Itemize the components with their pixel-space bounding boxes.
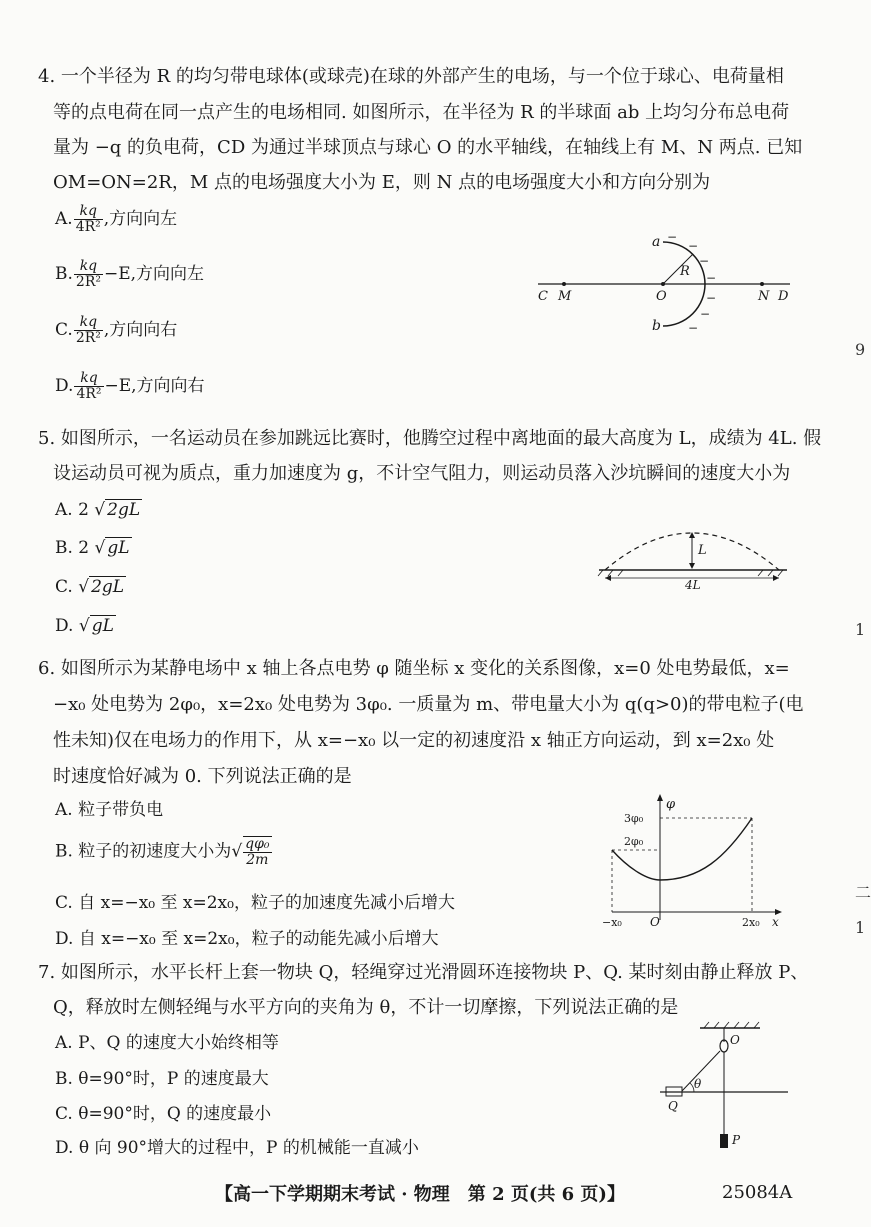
label-d: D	[778, 289, 789, 304]
ceiling-hatch	[704, 1022, 759, 1028]
q5-figure-trajectory	[595, 518, 795, 590]
q6-option-c: C. 自 x=−x₀ 至 x=2x₀，粒子的加速度先减小后增大	[55, 893, 455, 913]
q6-line-1: 6. 如图所示为某静电场中 x 轴上各点电势 φ 随坐标 x 变化的关系图像，x=0 处电势最低，x=	[38, 658, 790, 679]
q4-option-c: C. $\frac{kq}{\text{2R²}}$ ,方向向右	[55, 314, 178, 346]
q4-line-2: 等的点电荷在同一点产生的电场相同. 如图所示，在半径为 R 的半球面 ab 上均匀分布总电荷	[53, 102, 790, 123]
point-o	[661, 282, 665, 286]
label-x: x	[772, 915, 779, 929]
q7-option-d: D. θ 向 90°增大的过程中，P 的机械能一直减小	[55, 1138, 419, 1158]
footer-title: 【高一下学期期末考试 · 物理 第 2 页(共 6 页)】	[215, 1184, 625, 1205]
tick-2phi: 2φ₀	[624, 835, 644, 848]
q5-line-2: 设运动员可视为质点，重力加速度为 g，不计空气阻力，则运动员落入沙坑瞬间的速度大小为	[53, 463, 791, 484]
q6-figure-potential-graph	[600, 788, 790, 930]
charge-mark: −	[667, 230, 678, 244]
label-theta: θ	[694, 1077, 702, 1091]
q7-line-2: Q，释放时左侧轻绳与水平方向的夹角为 θ，不计一切摩擦，下列说法正确的是	[53, 997, 679, 1018]
q4-option-b: B. $\frac{kq}{\text{2R²}}$ −E,方向向左	[55, 258, 205, 290]
point-n	[760, 282, 764, 286]
charge-mark: −	[688, 321, 699, 335]
point-m	[562, 282, 566, 286]
q6-option-b: B. 粒子的初速度大小为√ $\frac{\text{qφ₀}}{2m}$	[55, 836, 270, 868]
q6-line-4: 时速度恰好减为 0. 下列说法正确的是	[53, 766, 352, 787]
q7-option-b: B. θ=90°时，P 的速度最大	[55, 1069, 269, 1089]
q4-line-3: 量为 −q 的负电荷，CD 为通过半球顶点与球心 O 的水平轴线，在轴线上有 M、N 两点. 已知	[53, 137, 803, 158]
charge-mark: −	[688, 239, 699, 253]
q5-option-b: B. 2 √ gL	[55, 538, 130, 558]
footer-code: 25084A	[722, 1182, 793, 1203]
label-p: P	[732, 1133, 741, 1147]
label-o: O	[730, 1033, 740, 1047]
ground-hatch	[598, 570, 783, 576]
q7-figure-pulley	[660, 1020, 790, 1154]
q5-option-d: D. √ gL	[55, 616, 114, 636]
label-o: O	[656, 289, 667, 304]
label-phi: φ	[666, 797, 676, 812]
q6-line-3: 性未知)仅在电场力的作用下，从 x=−x₀ 以一定的初速度沿 x 轴正方向运动，到 x=2x₀ 处	[53, 730, 775, 751]
q4-line-1: 4. 一个半径为 R 的均匀带电球体(或球壳)在球的外部产生的电场，与一个位于球心、电荷量相	[38, 66, 784, 87]
edge-mark: 1	[855, 918, 866, 937]
label-origin: O	[650, 915, 660, 929]
label-r: R	[680, 264, 690, 279]
edge-mark: 9	[855, 340, 866, 359]
q6-option-a: A. 粒子带负电	[55, 800, 164, 820]
q7-option-a: A. P、Q 的速度大小始终相等	[55, 1033, 279, 1053]
block-p	[720, 1134, 728, 1148]
label-b: b	[652, 318, 661, 334]
label-q: Q	[668, 1099, 678, 1113]
edge-mark: 1	[855, 620, 866, 639]
q6-line-2: −x₀ 处电势为 2φ₀，x=2x₀ 处电势为 3φ₀. 一质量为 m、带电量大小为 q(q>0)的带电粒子(电	[53, 694, 804, 715]
q4-line-4: OM=ON=2R，M 点的电场强度大小为 E，则 N 点的电场强度大小和方向分别为	[53, 172, 711, 193]
label-m: M	[558, 289, 572, 304]
q7-line-1: 7. 如图所示，水平长杆上套一物块 Q，轻绳穿过光滑圆环连接物块 P、Q. 某时刻由静止释放 P、	[38, 962, 809, 983]
edge-mark: 二	[855, 883, 871, 902]
label-a: a	[652, 234, 661, 250]
tick-2x0: 2x₀	[742, 916, 760, 929]
label-height: L	[698, 543, 707, 558]
charge-mark: −	[699, 254, 710, 268]
charge-mark: −	[706, 271, 717, 285]
charge-mark: −	[706, 291, 717, 305]
q5-option-a: A. 2 √ 2gL	[55, 500, 141, 520]
q5-line-1: 5. 如图所示，一名运动员在参加跳远比赛时，他腾空过程中离地面的最大高度为 L，成绩为 4L. 假	[38, 428, 822, 449]
charge-mark: −	[700, 307, 711, 321]
q4-figure-hemisphere	[530, 228, 800, 338]
q4-option-d: D. $\frac{kq}{\text{4R²}}$ −E,方向向右	[55, 370, 205, 402]
tick-3phi: 3φ₀	[624, 812, 644, 825]
label-c: C	[538, 289, 548, 304]
q4-option-a: A. $\frac{kq}{\text{4R²}}$ ,方向向左	[55, 203, 178, 235]
label-range: 4L	[685, 578, 701, 592]
q5-option-c: C. √ 2gL	[55, 577, 125, 597]
potential-curve	[612, 818, 752, 880]
label-n: N	[758, 289, 770, 304]
tick-neg-x0: −x₀	[602, 916, 622, 929]
q6-option-d: D. 自 x=−x₀ 至 x=2x₀，粒子的动能先减小后增大	[55, 929, 439, 949]
q7-option-c: C. θ=90°时，Q 的速度最小	[55, 1104, 272, 1124]
